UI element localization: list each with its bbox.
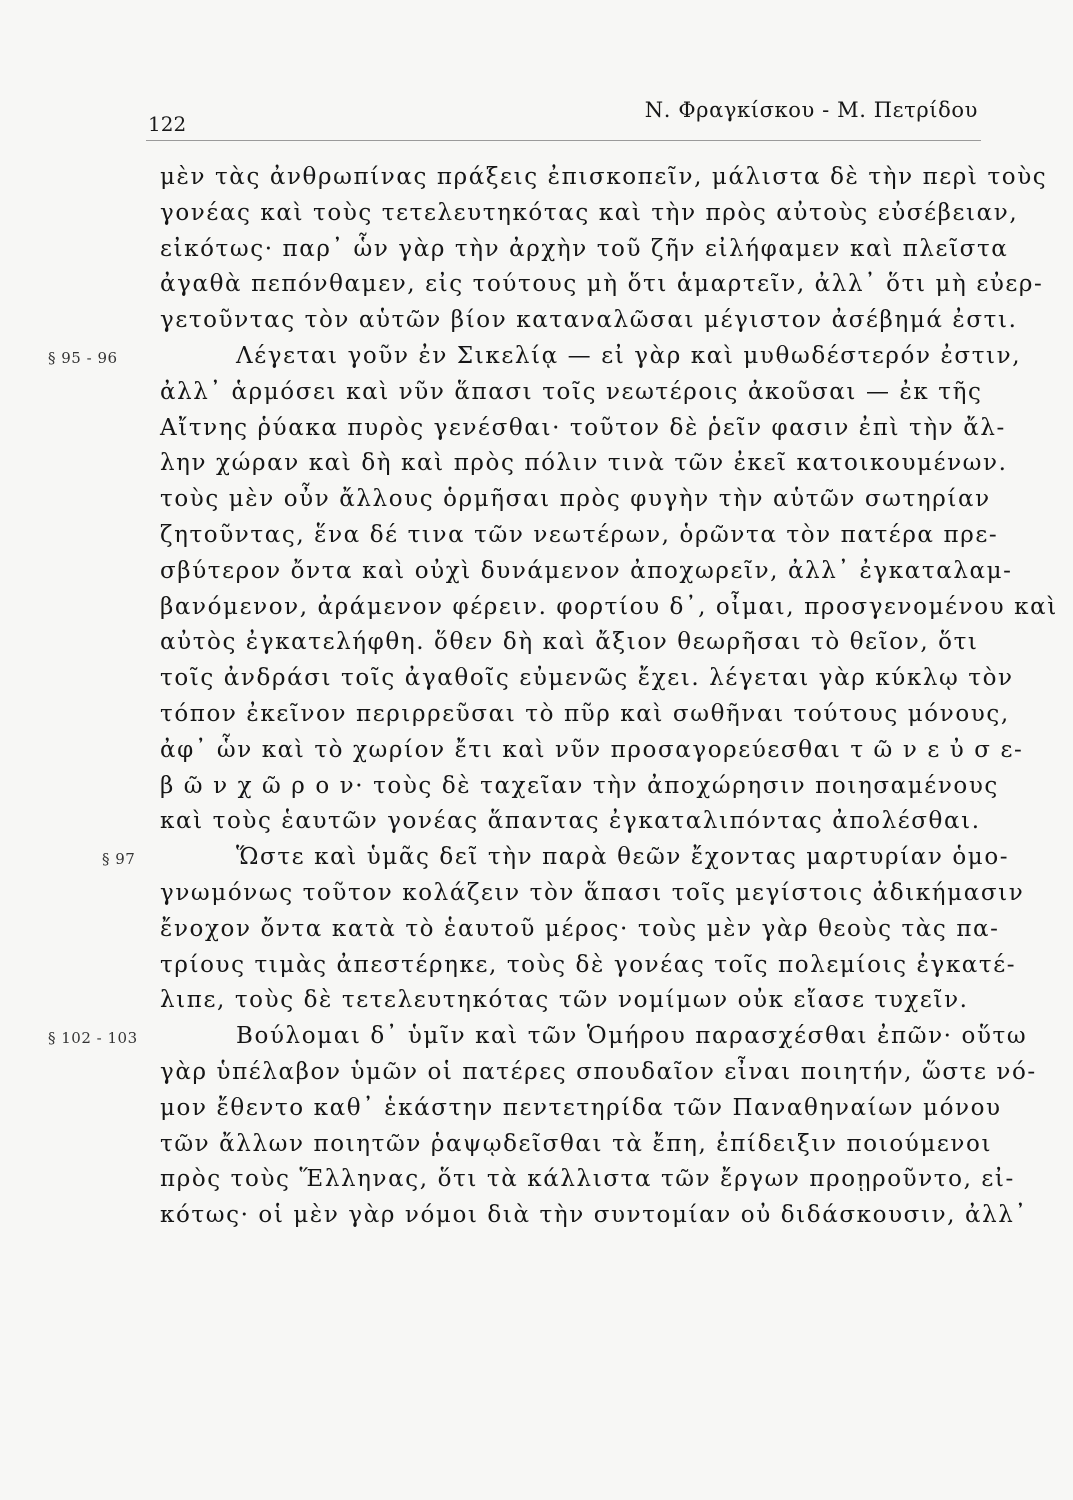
line-text: κότως· οἱ μὲν γὰρ νόμοι διὰ τὴν συντομίαν οὐ διδάσκουσιν, ἀλλ᾽ [160,1202,1028,1229]
margin-section-reference: § 102 - 103 [48,1029,138,1048]
line-text: μον ἔθεντο καθ᾽ ἑκάστην πεντετηρίδα τῶν Παναθηναίων μόνου [160,1094,1002,1121]
text-line [160,160,1048,196]
line-text: β ῶ ν χ ῶ ρ ο ν· τοὺς δὲ ταχεῖαν τὴν ἀποχώρησιν ποιησαμένους [160,772,999,799]
line-text: τοὺς μὲν οὖν ἄλλους ὁρμῆσαι πρὸς φυγὴν τὴν αὑτῶν σωτηρίαν [160,486,991,513]
text-line [160,267,1044,303]
text-line [160,948,1017,984]
text-line [160,1091,1002,1127]
line-text: Αἴτνης ῥύακα πυρὸς γενέσθαι· τοῦτον δὲ ῥεῖν φασιν ἐπὶ τὴν ἄλ- [160,414,1006,441]
text-line [160,769,999,805]
text-line [48,339,1022,375]
text-line [160,1055,1037,1091]
line-text: καὶ τοὺς ἑαυτῶν γονέας ἅπαντας ἐγκαταλιπόντας ἀπολέσθαι. [160,808,981,835]
line-text: γονέας καὶ τοὺς τετελευτηκότας καὶ τὴν πρὸς αὐτοὺς εὐσέβειαν, [160,199,1019,226]
line-text: βανόμενον, ἀράμενον φέρειν. φορτίου δ᾽, οἶμαι, προσγενομένου καὶ [160,593,1058,620]
text-line [160,590,1058,626]
line-text: ἔνοχον ὄντα κατὰ τὸ ἑαυτοῦ μέρος· τοὺς μὲν γὰρ θεοὺς τὰς πα- [160,915,1000,942]
line-text: γὰρ ὑπέλαβον ὑμῶν οἱ πατέρες σπουδαῖον εἶναι ποιητήν, ὥστε νό- [160,1058,1037,1085]
line-text: εἰκότως· παρ᾽ ὧν γὰρ τὴν ἀρχὴν τοῦ ζῆν εἰλήφαμεν καὶ πλεῖστα [160,235,1009,262]
line-text: αὐτὸς ἐγκατελήφθη. ὅθεν δὴ καὶ ἄξιον θεωρῆσαι τὸ θεῖον, ὅτι [160,629,979,656]
margin-section-reference: § 95 - 96 [48,348,118,367]
line-text: σβύτερον ὄντα καὶ οὐχὶ δυνάμενον ἀποχωρεῖν, ἀλλ᾽ ἐγκαταλαμ- [160,557,1013,584]
main-text [48,160,1058,1234]
line-text: λην χώραν καὶ δὴ καὶ πρὸς πόλιν τινὰ τῶν ἐκεῖ κατοικουμένων. [160,450,1008,477]
header-rule [146,140,981,141]
text-line [160,912,1000,948]
text-line [160,232,1009,268]
text-line [160,411,1006,447]
text-line [160,1198,1028,1234]
text-line [160,983,980,1019]
line-text: πρὸς τοὺς Ἕλληνας, ὅτι τὰ κάλλιστα τῶν ἔργων προῃροῦντο, εἰ- [160,1166,1015,1193]
line-text: μὲν τὰς ἀνθρωπίνας πράξεις ἐπισκοπεῖν, μάλιστα δὲ τὴν περὶ τοὺς [160,164,1048,190]
text-line [102,840,1010,876]
margin-section-reference: § 97 [102,850,136,869]
text-line [48,1019,1028,1055]
text-line [160,446,1008,482]
line-text: τοῖς ἀνδράσι τοῖς ἀγαθοῖς εὐμενῶς ἔχει. λέγεται γὰρ κύκλῳ τὸν [160,665,1014,692]
text-line [160,518,999,554]
text-line [160,375,983,411]
line-text: λιπε, τοὺς δὲ τετελευτηκότας τῶν νομίμων οὐκ εἴασε τυχεῖν. [160,987,969,1014]
line-text: ζητοῦντας, ἕνα δέ τινα τῶν νεωτέρων, ὁρῶντα τὸν πατέρα πρε- [160,521,999,548]
line-text: γετοῦντας τὸν αὑτῶν βίον καταναλῶσαι μέγιστον ἀσέβημά ἐστι. [160,307,1018,334]
text-line [160,554,1013,590]
line-text: ἀγαθὰ πεπόνθαμεν, εἰς τούτους μὴ ὅτι ἁμαρτεῖν, ἀλλ᾽ ὅτι μὴ εὐερ- [160,271,1044,298]
text-line [160,303,1018,339]
text-line [160,482,991,518]
line-text: τρίους τιμὰς ἀπεστέρηκε, τοὺς δὲ γονέας τοῖς πολεμίοις ἐγκατέ- [160,951,1017,978]
text-line [160,733,1024,769]
page-number: 122 [148,112,187,136]
text-line [160,1162,1015,1198]
text-line [160,1127,993,1163]
text-line [160,661,1014,697]
text-line [160,697,1010,733]
line-text: Λέγεται γοῦν ἐν Σικελίᾳ — εἰ γὰρ καὶ μυθωδέστερόν ἐστιν, [236,342,1022,369]
running-title: Ν. Φραγκίσκου - Μ. Πετρίδου [644,98,978,122]
line-text: Βούλομαι δ᾽ ὑμῖν καὶ τῶν Ὁμήρου παρασχέσθαι ἐπῶν· οὕτω [236,1023,1028,1050]
line-text: ἀλλ᾽ ἁρμόσει καὶ νῦν ἅπασι τοῖς νεωτέροις ἀκοῦσαι — ἐκ τῆς [160,378,983,405]
line-text: τῶν ἄλλων ποιητῶν ῥαψῳδεῖσθαι τὰ ἔπη, ἐπίδειξιν ποιούμενοι [160,1130,993,1157]
line-text: τόπον ἐκεῖνον περιρρεῦσαι τὸ πῦρ καὶ σωθῆναι τούτους μόνους, [160,700,1010,727]
text-line [160,876,1025,912]
line-text: ἀφ᾽ ὧν καὶ τὸ χωρίον ἔτι καὶ νῦν προσαγορεύεσθαι τ ῶ ν ε ὐ σ ε- [160,736,1024,763]
text-line [160,196,1019,232]
line-text: γνωμόνως τοῦτον κολάζειν τὸν ἅπασι τοῖς μεγίστοις ἀδικήμασιν [160,879,1025,906]
text-line [160,625,980,661]
text-line [160,804,980,840]
line-text: Ὥστε καὶ ὑμᾶς δεῖ τὴν παρὰ θεῶν ἔχοντας μαρτυρίαν ὁμο- [236,844,1010,871]
